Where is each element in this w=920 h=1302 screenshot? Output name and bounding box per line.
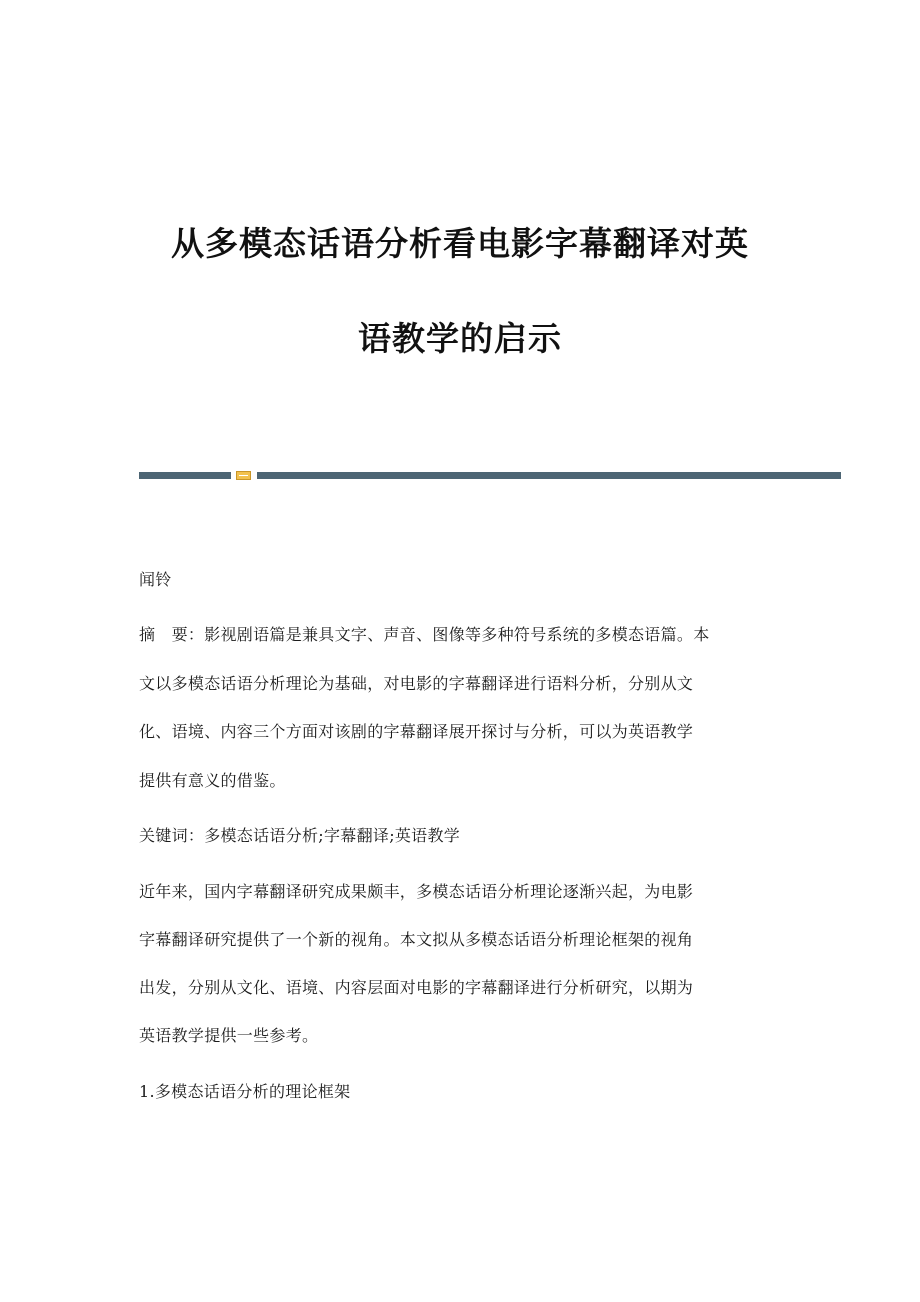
- divider-bar-right: [257, 472, 841, 479]
- section-heading: 1.多模态话语分析的理论框架: [139, 1082, 351, 1101]
- intro-line: 英语教学提供一些参考。: [139, 1026, 319, 1045]
- keywords: 关键词：多模态话语分析;字幕翻译;英语教学: [139, 826, 461, 845]
- author-name: 闻铃: [139, 570, 172, 589]
- divider-bar-left: [139, 472, 231, 479]
- abstract-line: 提供有意义的借鉴。: [139, 771, 286, 790]
- intro-line: 出发，分别从文化、语境、内容层面对电影的字幕翻译进行分析研究，以期为: [139, 978, 694, 997]
- title-divider: [139, 471, 841, 480]
- document-title-line-1: 从多模态话语分析看电影字幕翻译对英: [171, 224, 749, 263]
- intro-line: 字幕翻译研究提供了一个新的视角。本文拟从多模态话语分析理论框架的视角: [139, 930, 694, 949]
- document-title-line-2: 语教学的启示: [358, 319, 562, 358]
- abstract-line: 摘 要：影视剧语篇是兼具文字、声音、图像等多种符号系统的多模态语篇。本: [139, 625, 710, 644]
- abstract-line: 文以多模态话语分析理论为基础，对电影的字幕翻译进行语料分析，分别从文: [139, 674, 694, 693]
- divider-ornament-icon: [236, 471, 251, 480]
- abstract-line: 化、语境、内容三个方面对该剧的字幕翻译展开探讨与分析，可以为英语教学: [139, 722, 694, 741]
- intro-line: 近年来，国内字幕翻译研究成果颇丰，多模态话语分析理论逐渐兴起，为电影: [139, 882, 694, 901]
